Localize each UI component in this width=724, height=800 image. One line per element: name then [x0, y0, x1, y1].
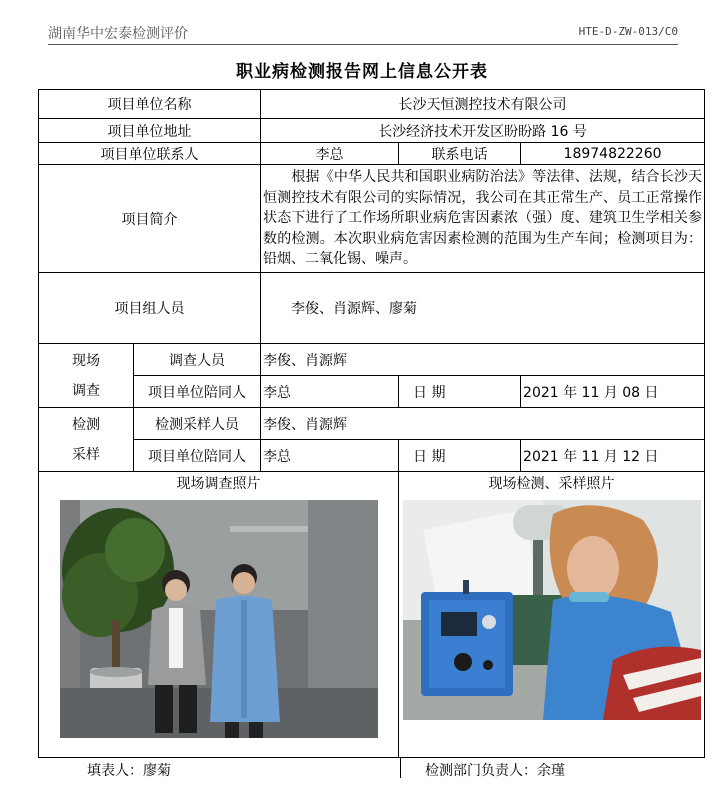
sampling-photo-label: 现场检测、采样照片 [488, 476, 615, 492]
survey-investigator-label: 调查人员 [134, 344, 261, 376]
survey-photo-image [60, 500, 378, 738]
unit-address-label: 项目单位地址 [39, 119, 261, 143]
header-company: 湖南华中宏泰检测评价 [48, 26, 188, 42]
row-contact [39, 143, 705, 165]
contact-value: 李总 [261, 143, 399, 165]
footer-filler: 填表人：廖菊 [87, 763, 171, 779]
unit-name-value: 长沙天恒测控技术有限公司 [261, 90, 705, 119]
header-doc-code: HTE-D-ZW-013/C0 [578, 25, 678, 38]
survey-photo [60, 500, 378, 738]
row-team [39, 273, 705, 344]
sampling-section-label [39, 408, 134, 472]
phone-label: 联系电话 [399, 143, 521, 165]
sampling-photo-cell [399, 472, 705, 758]
survey-investigator-value: 李俊、肖源辉 [261, 344, 705, 376]
survey-companion-value: 李总 [261, 376, 399, 408]
team-value: 李俊、肖源辉、廖菊 [261, 273, 705, 344]
sampling-companion-value: 李总 [261, 440, 399, 472]
footer-divider [400, 758, 401, 778]
header-divider [48, 44, 678, 45]
survey-date-label: 日 期 [399, 376, 521, 408]
intro-text: 根据《中华人民共和国职业病防治法》等法律、法规，结合长沙天恒测控技术有限公司的实际情况，我公司在其正常生产、员工正常操作状态下进行了工作场所职业病危害因素浓（强）度、建筑卫生学相关参数的检测。本次职业病危害因素检测的范围为生产车间；检测项目为：铅烟、二氧化锡、噪声。 [261, 165, 705, 273]
row-survey-investigator [39, 344, 705, 376]
row-sampling-staff [39, 408, 705, 440]
row-unit-address [39, 119, 705, 143]
survey-date-value: 2021 年 11 月 08 日 [521, 376, 705, 408]
sampling-photo [403, 500, 701, 720]
sampling-photo-image [403, 500, 701, 720]
sampling-staff-value: 李俊、肖源辉 [261, 408, 705, 440]
sampling-date-value: 2021 年 11 月 12 日 [521, 440, 705, 472]
row-photos [39, 472, 705, 758]
footer-dept-head: 检测部门负责人：余瑾 [425, 763, 565, 779]
contact-label: 项目单位联系人 [39, 143, 261, 165]
page-title: 职业病检测报告网上信息公开表 [236, 62, 488, 82]
survey-section-label [39, 344, 134, 408]
survey-photo-label: 现场调查照片 [176, 476, 261, 492]
row-unit-name [39, 90, 705, 119]
row-survey-companion [39, 376, 705, 408]
team-label: 项目组人员 [39, 273, 261, 344]
sampling-label-bottom: 采样 [72, 446, 100, 463]
info-table [38, 89, 705, 758]
intro-label: 项目简介 [39, 165, 261, 273]
sampling-staff-label: 检测采样人员 [134, 408, 261, 440]
row-sampling-companion [39, 440, 705, 472]
survey-photo-cell [39, 472, 399, 758]
sampling-label-top: 检测 [72, 416, 100, 433]
survey-label-bottom: 调查 [72, 382, 100, 399]
survey-companion-label: 项目单位陪同人 [134, 376, 261, 408]
sampling-companion-label: 项目单位陪同人 [134, 440, 261, 472]
unit-name-label: 项目单位名称 [39, 90, 261, 119]
unit-address-value: 长沙经济技术开发区盼盼路 16 号 [261, 119, 705, 143]
survey-label-top: 现场 [72, 352, 100, 369]
row-intro [39, 165, 705, 273]
phone-value: 18974822260 [521, 143, 705, 165]
sampling-date-label: 日 期 [399, 440, 521, 472]
